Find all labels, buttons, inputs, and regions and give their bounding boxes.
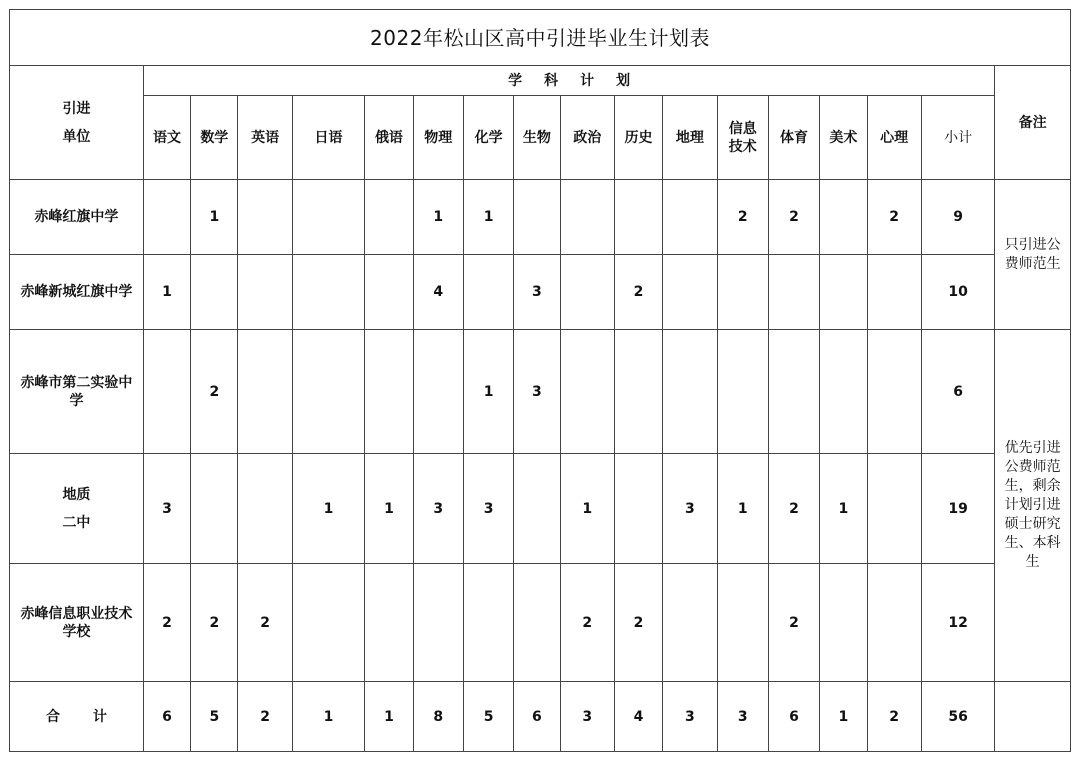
total-subtotal-cell: 56: [921, 682, 994, 752]
total-cell: 1: [292, 682, 364, 752]
plan-table: [9, 9, 1071, 752]
subject-header-cell: 信息技术: [717, 96, 768, 180]
value-cell: [820, 564, 867, 682]
total-cell: 5: [463, 682, 513, 752]
total-cell: 2: [867, 682, 921, 752]
unit-cell: 赤峰红旗中学: [10, 180, 144, 255]
value-cell: 2: [238, 564, 292, 682]
value-cell: 2: [614, 564, 662, 682]
subtotal-cell: 19: [921, 454, 994, 564]
subtotal-cell: 9: [921, 180, 994, 255]
unit-cell: 赤峰新城红旗中学: [10, 255, 144, 330]
subject-header-cell: 日语: [292, 96, 364, 180]
total-cell: 3: [560, 682, 614, 752]
subject-header-cell: 美术: [820, 96, 867, 180]
value-cell: [143, 180, 190, 255]
total-label: 合 计: [10, 682, 144, 752]
total-row: [10, 682, 1071, 752]
value-cell: [292, 330, 364, 454]
value-cell: [614, 454, 662, 564]
subject-group-header: 学科计划: [143, 66, 994, 96]
value-cell: 2: [191, 330, 238, 454]
value-cell: [768, 255, 819, 330]
subject-header-row: [10, 96, 1071, 180]
unit-cell-line2: 二中: [62, 514, 91, 531]
value-cell: [867, 330, 921, 454]
unit-cell-line1: 地质: [62, 486, 91, 503]
remark-cell: 优先引进公费师范生，剩余计划引进硕士研究生、本科生: [995, 330, 1071, 682]
subject-header-cell: 语文: [143, 96, 190, 180]
total-cell: 8: [413, 682, 463, 752]
value-cell: [292, 255, 364, 330]
value-cell: [463, 564, 513, 682]
value-cell: 1: [191, 180, 238, 255]
value-cell: 2: [614, 255, 662, 330]
value-cell: 3: [413, 454, 463, 564]
value-cell: [768, 330, 819, 454]
total-cell: 3: [663, 682, 717, 752]
unit-header-line2: 单位: [62, 128, 91, 145]
value-cell: 1: [292, 454, 364, 564]
value-cell: [238, 330, 292, 454]
value-cell: [514, 564, 560, 682]
value-cell: [514, 454, 560, 564]
value-cell: [413, 564, 463, 682]
remark-cell: 只引进公费师范生: [995, 180, 1071, 330]
value-cell: [238, 180, 292, 255]
value-cell: 2: [768, 180, 819, 255]
subject-header-cell: 英语: [238, 96, 292, 180]
table-row: [10, 564, 1071, 682]
value-cell: 1: [463, 330, 513, 454]
value-cell: [560, 330, 614, 454]
total-cell: 3: [717, 682, 768, 752]
value-cell: 2: [560, 564, 614, 682]
value-cell: [663, 255, 717, 330]
subject-header-cell: 地理: [663, 96, 717, 180]
value-cell: [292, 564, 364, 682]
value-cell: [365, 330, 413, 454]
value-cell: [191, 454, 238, 564]
value-cell: 3: [514, 255, 560, 330]
subject-header-cell: 生物: [514, 96, 560, 180]
value-cell: 1: [463, 180, 513, 255]
value-cell: [292, 180, 364, 255]
unit-cell: 赤峰信息职业技术学校: [10, 564, 144, 682]
subject-header-cell: 化学: [463, 96, 513, 180]
value-cell: [663, 564, 717, 682]
value-cell: [365, 180, 413, 255]
value-cell: [867, 564, 921, 682]
table-row: [10, 255, 1071, 330]
subject-header-cell: 体育: [768, 96, 819, 180]
value-cell: [560, 255, 614, 330]
subject-header-cell: 物理: [413, 96, 463, 180]
subtotal-header: 小计: [921, 96, 994, 180]
value-cell: 3: [514, 330, 560, 454]
value-cell: 3: [663, 454, 717, 564]
table-row: [10, 330, 1071, 454]
page-title: 2022年松山区高中引进毕业生计划表: [10, 10, 1071, 66]
value-cell: [143, 330, 190, 454]
subtotal-cell: 12: [921, 564, 994, 682]
unit-header-line1: 引进: [62, 100, 91, 117]
value-cell: [820, 255, 867, 330]
value-cell: [663, 180, 717, 255]
value-cell: 2: [191, 564, 238, 682]
subject-header-cell: 心理: [867, 96, 921, 180]
subtotal-cell: 10: [921, 255, 994, 330]
value-cell: [413, 330, 463, 454]
value-cell: [365, 255, 413, 330]
total-cell: 6: [143, 682, 190, 752]
header-row-top: [10, 66, 1071, 96]
value-cell: [560, 180, 614, 255]
value-cell: [820, 330, 867, 454]
subject-header-cell: 历史: [614, 96, 662, 180]
value-cell: [238, 454, 292, 564]
value-cell: 1: [820, 454, 867, 564]
subject-header-cell: 政治: [560, 96, 614, 180]
value-cell: [191, 255, 238, 330]
total-cell: 2: [238, 682, 292, 752]
subtotal-cell: 6: [921, 330, 994, 454]
table-row: [10, 454, 1071, 564]
value-cell: 3: [463, 454, 513, 564]
total-cell: 6: [514, 682, 560, 752]
value-cell: [365, 564, 413, 682]
total-cell: 5: [191, 682, 238, 752]
plan-sheet: [9, 9, 1071, 752]
value-cell: [514, 180, 560, 255]
value-cell: 1: [717, 454, 768, 564]
value-cell: [238, 255, 292, 330]
total-cell: 6: [768, 682, 819, 752]
value-cell: [614, 330, 662, 454]
value-cell: [463, 255, 513, 330]
value-cell: [820, 180, 867, 255]
remarks-header: 备注: [995, 66, 1071, 180]
total-cell: 4: [614, 682, 662, 752]
value-cell: 3: [143, 454, 190, 564]
value-cell: 1: [365, 454, 413, 564]
value-cell: [717, 255, 768, 330]
value-cell: [717, 330, 768, 454]
value-cell: 2: [717, 180, 768, 255]
value-cell: [717, 564, 768, 682]
value-cell: [867, 255, 921, 330]
value-cell: [867, 454, 921, 564]
table-row: [10, 180, 1071, 255]
value-cell: 4: [413, 255, 463, 330]
value-cell: [663, 330, 717, 454]
total-remark-cell: [995, 682, 1071, 752]
total-cell: 1: [365, 682, 413, 752]
value-cell: 2: [768, 564, 819, 682]
value-cell: 1: [143, 255, 190, 330]
subject-header-cell: 数学: [191, 96, 238, 180]
value-cell: [614, 180, 662, 255]
value-cell: 2: [867, 180, 921, 255]
unit-header: [10, 66, 144, 180]
value-cell: 1: [413, 180, 463, 255]
unit-cell: [10, 454, 144, 564]
value-cell: 1: [560, 454, 614, 564]
subject-header-cell: 俄语: [365, 96, 413, 180]
unit-cell: 赤峰市第二实验中学: [10, 330, 144, 454]
title-row: [10, 10, 1071, 66]
total-cell: 1: [820, 682, 867, 752]
value-cell: 2: [143, 564, 190, 682]
value-cell: 2: [768, 454, 819, 564]
